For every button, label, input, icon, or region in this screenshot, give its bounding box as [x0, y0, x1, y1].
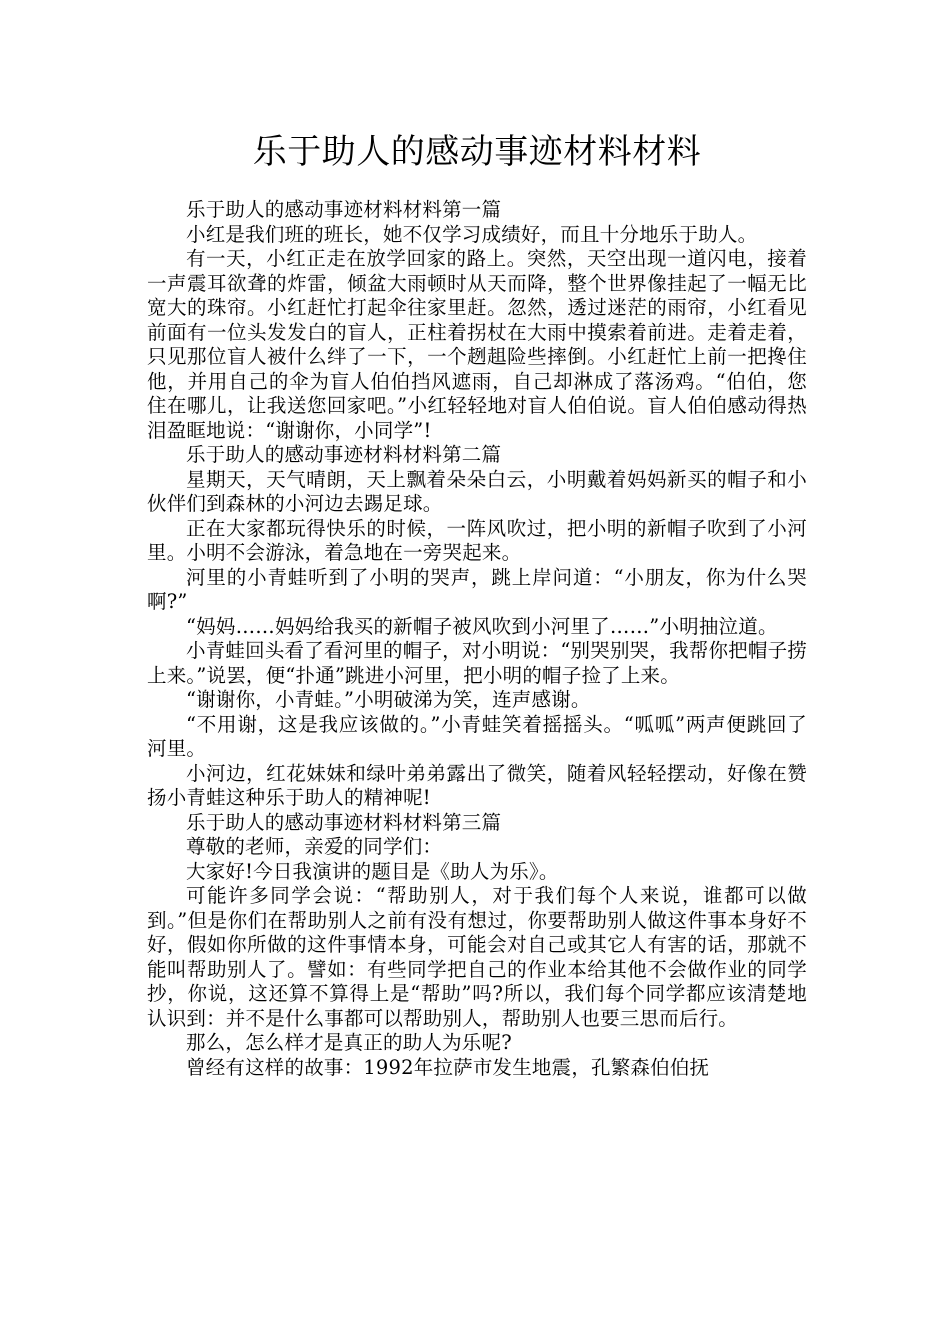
paragraph: 有一天，小红正走在放学回家的路上。突然，天空出现一道闪电，接着一声震耳欲聋的炸雷，倾盆大雨顿时从天而降，整个世界像挂起了一幅无比宽大的珠帘。小红赶忙打起伞往家里赶。忽然，透过迷茫的雨帘，小红看见前面有一位头发发白的盲人，正柱着拐杖在大雨中摸索着前进。走着走着，只见那位盲人被什么绊了一下，一个趔趄险些摔倒。小红赶忙上前一把搀住他，并用自己的伞为盲人伯伯挡风遮雨，自己却淋成了落汤鸡。“伯伯，您住在哪儿，让我送您回家吧。”小红轻轻地对盲人伯伯说。盲人伯伯感动得热泪盈眶地说：“谢谢你，小同学”! [147, 247, 807, 442]
section-heading-1: 乐于助人的感动事迹材料材料第一篇 [186, 198, 502, 221]
document-title: 乐于助人的感动事迹材料材料 [252, 132, 702, 172]
paragraph: 星期天，天气晴朗，天上飘着朵朵白云，小明戴着妈妈新买的帽子和小伙伴们到森林的小河边去踢足球。 [147, 467, 807, 515]
paragraph: 可能许多同学会说：“帮助别人，对于我们每个人来说，谁都可以做到。”但是你们在帮助别人之前有没有想过，你要帮助别人做这件事本身好不好，假如你所做的这件事情本身，可能会对自己或其它人有害的话，那就不能叫帮助别人了。譬如：有些同学把自己的作业本给其他不会做作业的同学抄，你说，这还算不算得上是“帮助”吗?所以，我们每个同学都应该清楚地认识到：并不是什么事都可以帮助别人，帮助别人也要三思而后行。 [147, 884, 807, 1030]
paragraph: 小青蛙回头看了看河里的帽子，对小明说：“别哭别哭，我帮你把帽子捞上来。”说罢，便“扑通”跳进小河里，把小明的帽子捡了上来。 [147, 639, 807, 687]
paragraph: 那么，怎么样才是真正的助人为乐呢? [186, 1031, 512, 1054]
paragraph: 曾经有这样的故事：1992年拉萨市发生地震，孔繁森伯伯抚 [186, 1055, 710, 1079]
paragraph: 尊敬的老师，亲爱的同学们： [186, 835, 443, 858]
paragraph: “谢谢你，小青蛙。”小明破涕为笑，连声感谢。 [186, 688, 591, 711]
section-heading-3: 乐于助人的感动事迹材料材料第三篇 [186, 810, 502, 834]
paragraph: 河里的小青蛙听到了小明的哭声，跳上岸问道：“小朋友，你为什么哭啊?” [147, 565, 807, 613]
paragraph: “不用谢，这是我应该做的。”小青蛙笑着摇摇头。“呱呱”两声便跳回了河里。 [147, 712, 807, 760]
paragraph: 小红是我们班的班长，她不仅学习成绩好，而且十分地乐于助人。 [186, 222, 758, 246]
section-heading-2: 乐于助人的感动事迹材料材料第二篇 [186, 443, 502, 466]
paragraph: “妈妈……妈妈给我买的新帽子被风吹到小河里了……”小明抽泣道。 [186, 614, 778, 638]
paragraph: 大家好!今日我演讲的题目是《助人为乐》。 [186, 859, 559, 883]
paragraph: 小河边，红花妹妹和绿叶弟弟露出了微笑，随着风轻轻摆动，好像在赞扬小青蛙这种乐于助人的精神呢! [147, 761, 807, 809]
document-body [147, 198, 807, 1080]
paragraph: 正在大家都玩得快乐的时候，一阵风吹过，把小明的新帽子吹到了小河里。小明不会游泳，着急地在一旁哭起来。 [147, 516, 807, 564]
document-page [147, 128, 807, 1080]
